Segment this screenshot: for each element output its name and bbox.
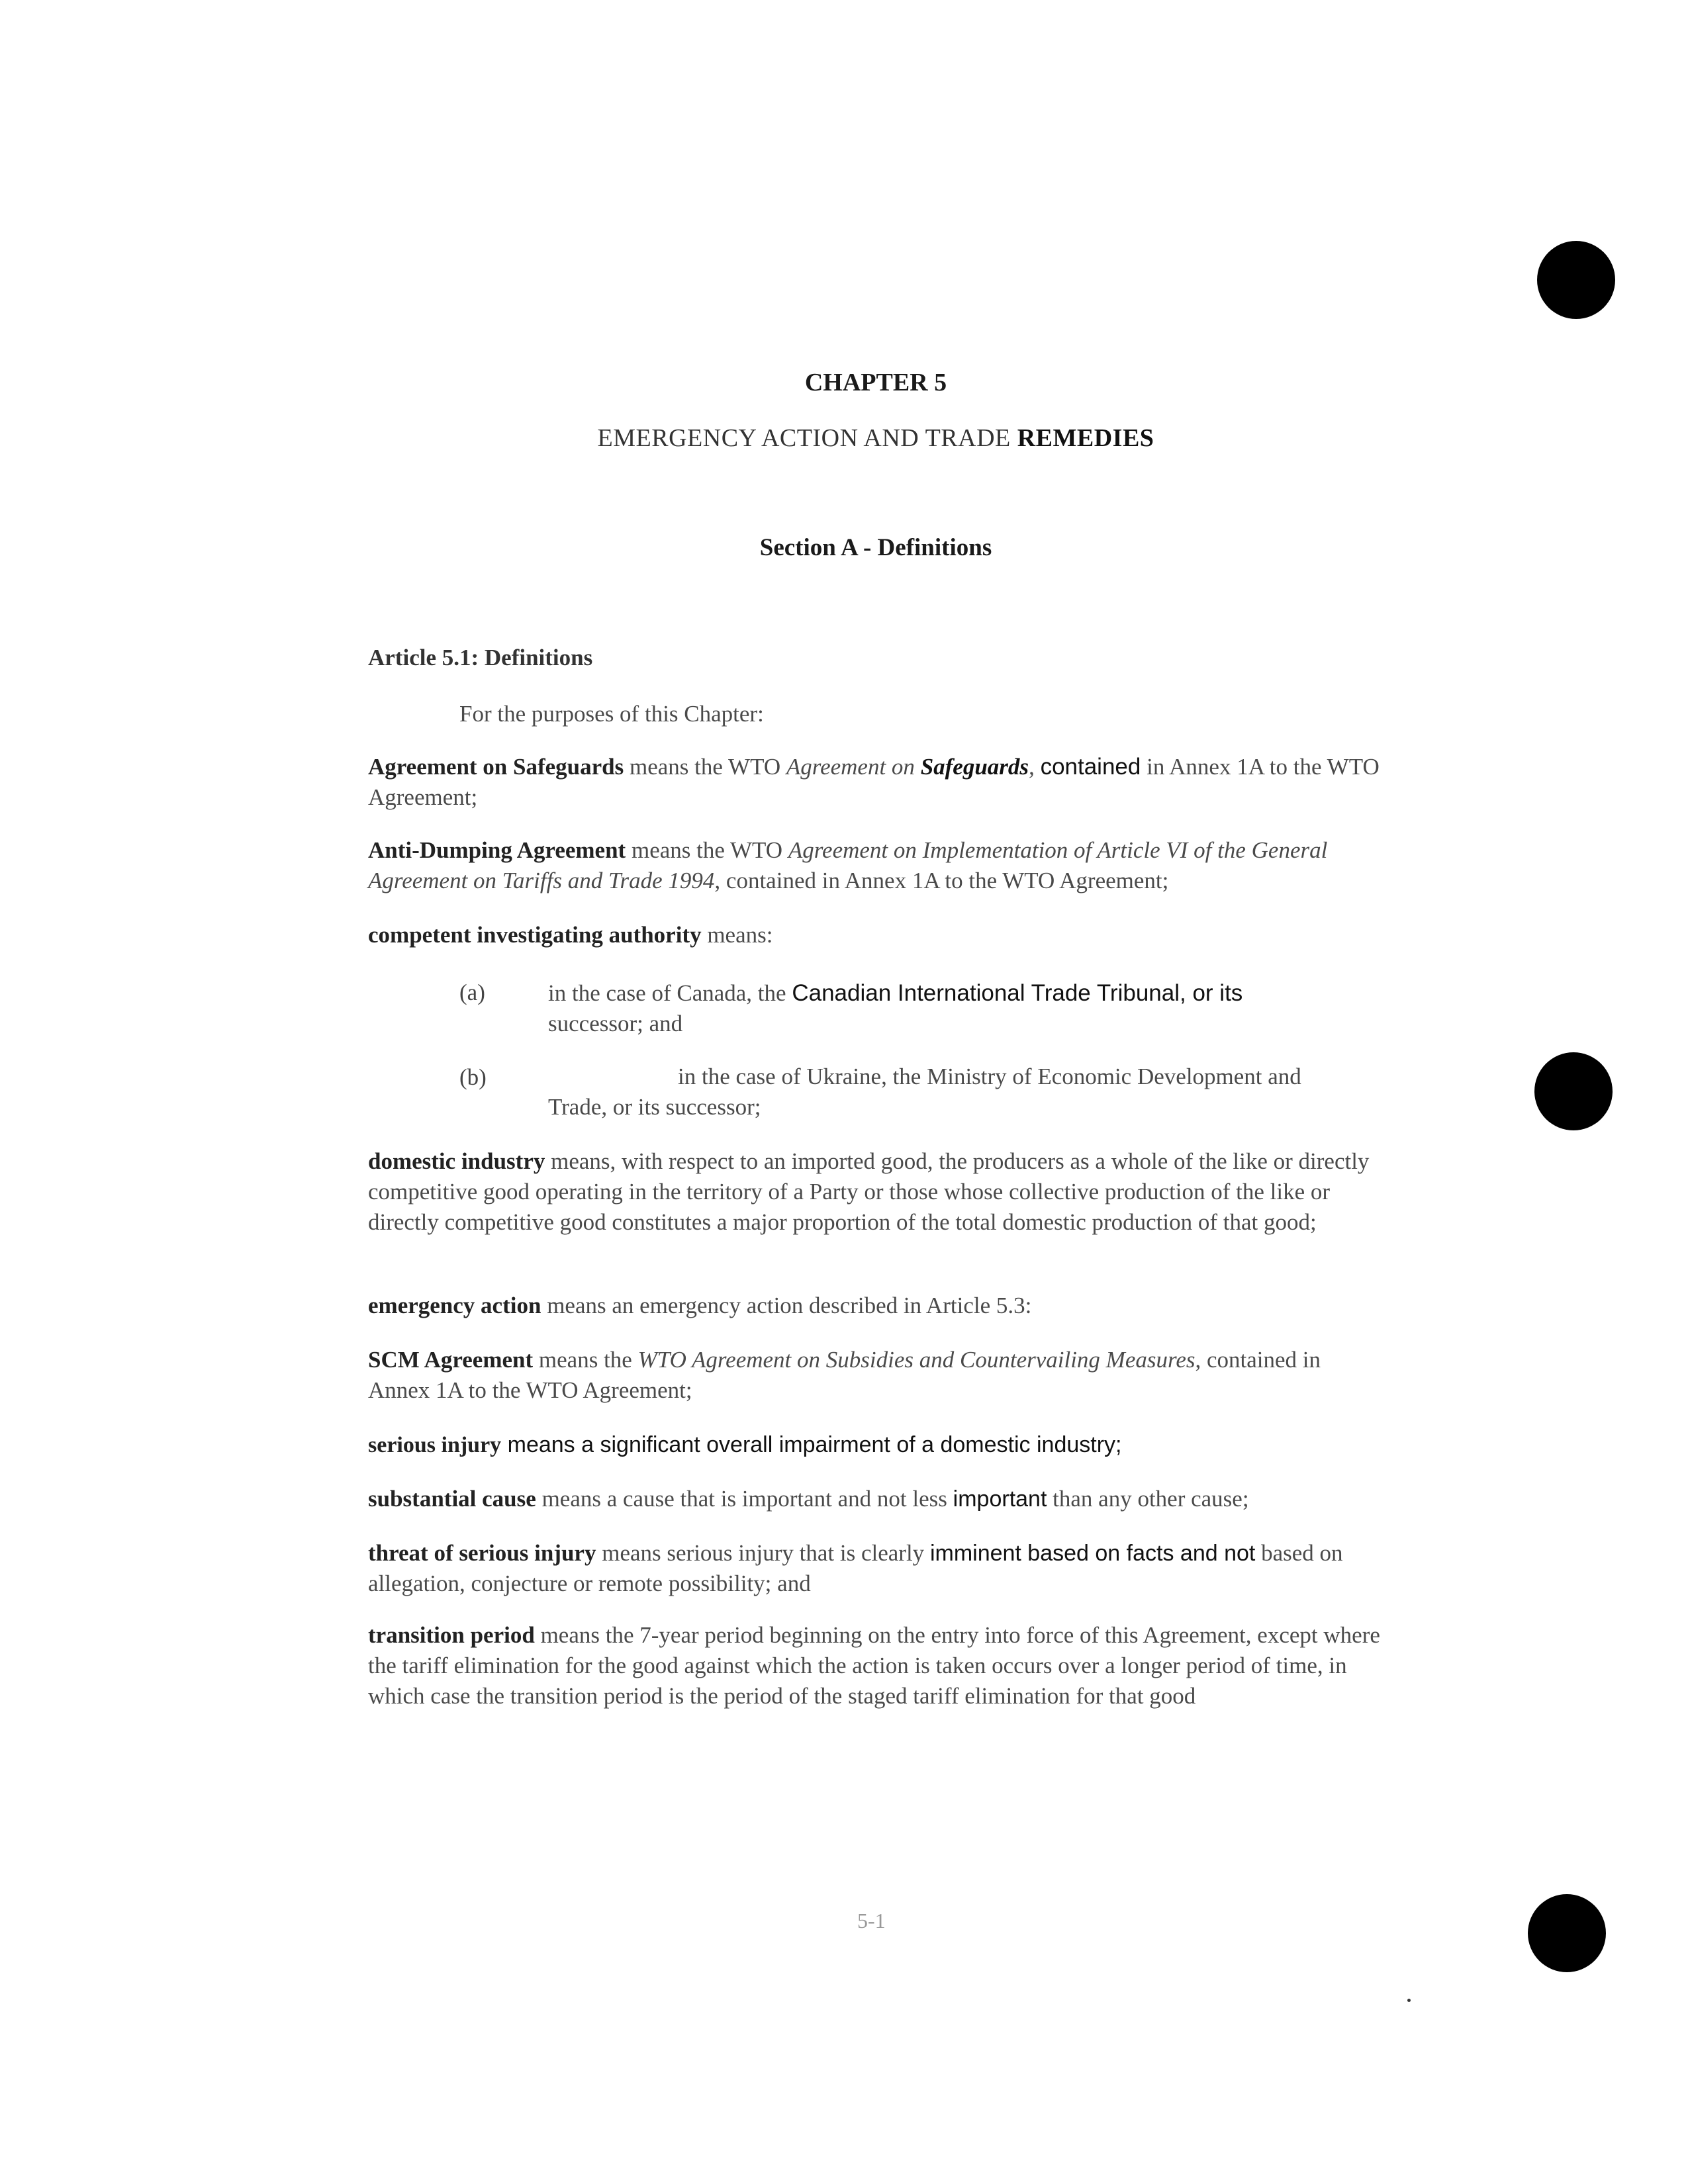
article-intro: For the purposes of this Chapter:: [459, 701, 764, 727]
item-b-text: in the case of Ukraine, the Ministry of Economic Development and Trade, or its successor;: [548, 1064, 1301, 1120]
punch-hole-bottom: [1528, 1894, 1606, 1972]
chapter-title: CHAPTER 5: [804, 369, 947, 396]
definition-serious-injury: serious injury means a significant overall impairment of a domestic industry;: [368, 1432, 1122, 1457]
definition-transition-period: transition period means the 7-year period beginning on the entry into force of this Agreement, except where the tariff elimination for the good against which the action is taken occurs over a longer period of time, in which case the transition period is the period of the staged tariff elimination for that good: [368, 1622, 1380, 1709]
page-number: 5-1: [857, 1909, 886, 1933]
definition-emergency-action: emergency action means an emergency action described in Article 5.3:: [368, 1293, 1032, 1318]
definition-safeguards: Agreement on Safeguards means the WTO Agreement on Safeguards, contained in Annex 1A to the WTO Agreement;: [368, 754, 1380, 810]
definition-substantial-cause: substantial cause means a cause that is important and not less important than any other cause;: [368, 1486, 1249, 1512]
definition-anti-dumping: Anti-Dumping Agreement means the WTO Agreement on Implementation of Article VI of the General Agreement on Tariffs and Trade 1994, contained in Annex 1A to the WTO Agreement;: [368, 837, 1328, 893]
definition-domestic-industry: domestic industry means, with respect to an imported good, the producers as a whole of the like or directly competitive good operating in the territory of a Party or those whose collective production of the like or directly competitive good constitutes a major proportion of the total domestic production of that good;: [368, 1148, 1370, 1235]
item-b-marker: (b): [459, 1064, 487, 1090]
section-heading: Section A - Definitions: [759, 534, 992, 561]
article-heading: Article 5.1: Definitions: [368, 645, 593, 670]
definition-threat-serious-injury: threat of serious injury means serious injury that is clearly imminent based on facts and not based on allegation, conjecture or remote possibility; and: [368, 1540, 1343, 1596]
punch-hole-middle: [1534, 1052, 1613, 1130]
definition-competent-authority: competent investigating authority means:: [368, 922, 773, 948]
chapter-subtitle: EMERGENCY ACTION AND TRADE REMEDIES: [597, 424, 1154, 452]
item-a-marker: (a): [459, 979, 485, 1005]
definition-scm-agreement: SCM Agreement means the WTO Agreement on Subsidies and Countervailing Measures, contained in Annex 1A to the WTO Agreement;: [368, 1347, 1321, 1403]
scan-speck: [1407, 1999, 1411, 2002]
punch-hole-top: [1537, 241, 1615, 319]
item-a-text: in the case of Canada, the Canadian International Trade Tribunal, or its successor; and: [548, 980, 1243, 1036]
